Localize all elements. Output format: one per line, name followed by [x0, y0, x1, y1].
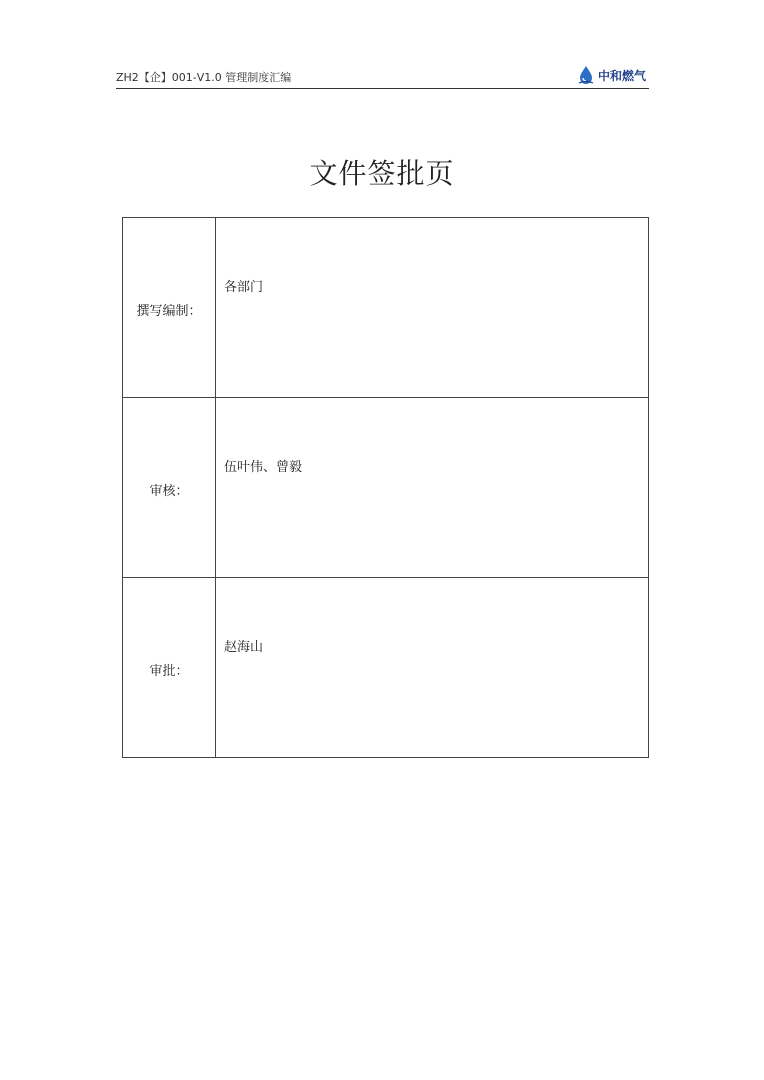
table-row — [123, 578, 649, 758]
signature-table — [122, 217, 649, 758]
logo-text: 中和燃气 — [597, 68, 646, 83]
page-header — [116, 64, 649, 89]
table-row — [123, 398, 649, 578]
row-label-cell — [123, 578, 216, 758]
table-row — [123, 218, 649, 398]
company-logo — [578, 64, 646, 86]
row-label: 审核： — [149, 484, 189, 499]
row-value-cell — [216, 218, 649, 398]
row-value: 伍叶伟、曾毅 — [224, 460, 303, 475]
row-label: 撰写编制： — [136, 304, 202, 319]
water-drop-icon — [578, 65, 594, 85]
row-label-cell — [123, 218, 216, 398]
row-label: 审批： — [149, 664, 189, 679]
row-value: 赵海山 — [224, 640, 264, 655]
row-value: 各部门 — [224, 280, 264, 295]
document-code: ZH2【企】001-V1.0 管理制度汇编 — [116, 71, 292, 84]
row-value-cell — [216, 578, 649, 758]
page-title: 文件签批页 — [309, 157, 455, 190]
row-value-cell — [216, 398, 649, 578]
row-label-cell — [123, 398, 216, 578]
